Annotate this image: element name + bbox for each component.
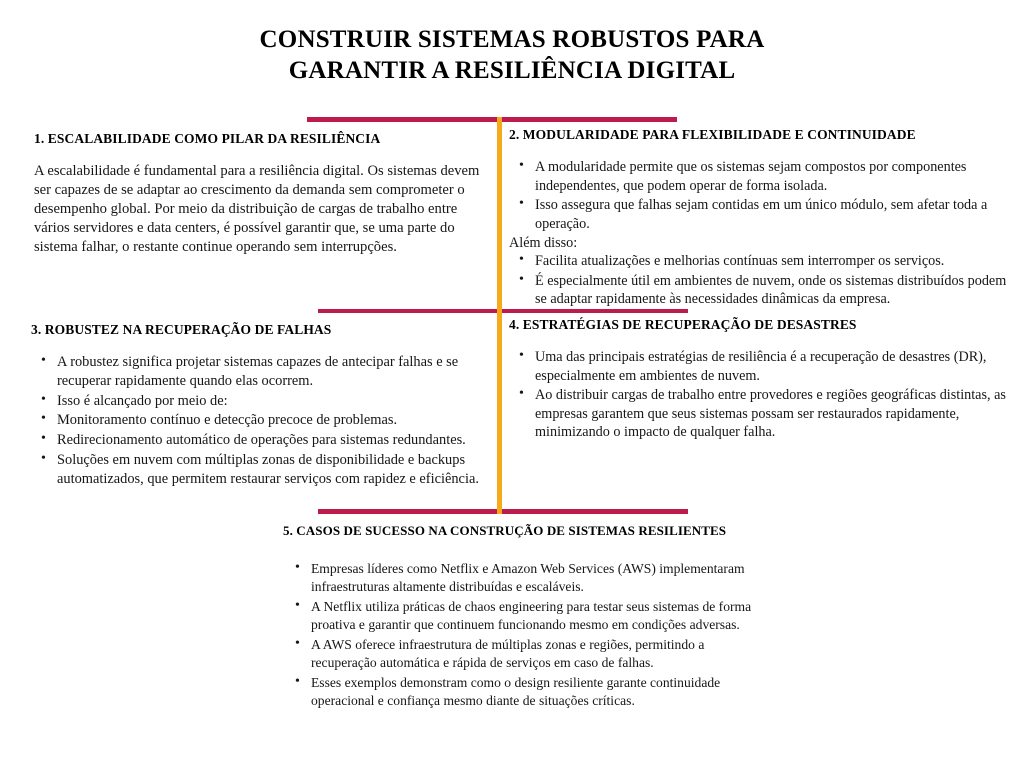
list-item: • A robustez significa projetar sistemas capazes de antecipar falhas e se recuperar rapidamente quando elas ocorrem. xyxy=(31,353,496,390)
list-item: • Empresas líderes como Netflix e Amazon Web Services (AWS) implementaram infraestruturas altamente distribuídas e escaláveis. xyxy=(283,560,753,596)
list-item: • Monitoramento contínuo e detecção precoce de problemas. xyxy=(31,411,496,430)
section-1-heading: 1. ESCALABILIDADE COMO PILAR DA RESILIÊNCIA xyxy=(34,131,381,146)
page-title-line-1: CONSTRUIR SISTEMAS ROBUSTOS PARA xyxy=(259,26,765,53)
section-3-bullet-list xyxy=(31,353,496,488)
section-2-interline: Além disso: xyxy=(509,235,578,252)
page-title xyxy=(0,24,1024,87)
divider-top-horizontal xyxy=(307,117,677,122)
list-item: • Ao distribuir cargas de trabalho entre provedores e regiões geográficas distintas, as empresas garantem que seus sistemas possam ser restaurados rapidamente, minimizando o impacto de qualquer falha. xyxy=(509,386,1017,441)
divider-bottom-horizontal xyxy=(318,509,688,514)
section-1 xyxy=(34,130,496,257)
list-item: • Isso assegura que falhas sejam contidas em um único módulo, sem afetar toda a operação. xyxy=(509,196,1017,233)
list-item: • Facilita atualizações e melhorias contínuas sem interromper os serviços. xyxy=(509,252,1017,270)
divider-vertical xyxy=(497,117,502,514)
section-3-heading: 3. ROBUSTEZ NA RECUPERAÇÃO DE FALHAS xyxy=(31,322,332,337)
section-3 xyxy=(31,321,496,489)
section-2-bullet-list-after xyxy=(509,252,1017,308)
section-5-bullet-list xyxy=(283,560,753,711)
list-item: • A AWS oferece infraestrutura de múltiplas zonas e regiões, permitindo a recuperação automática e rápida de serviços em caso de falhas. xyxy=(283,636,753,672)
section-5 xyxy=(283,522,753,712)
section-5-heading: 5. CASOS DE SUCESSO NA CONSTRUÇÃO DE SISTEMAS RESILIENTES xyxy=(283,523,727,538)
page-title-line-2: GARANTIR A RESILIÊNCIA DIGITAL xyxy=(288,57,736,85)
list-item: • Soluções em nuvem com múltiplas zonas de disponibilidade e backups automatizados, que permitem restaurar serviços com rapidez e eficiência. xyxy=(31,451,496,488)
list-item: • Isso é alcançado por meio de: xyxy=(31,392,496,411)
section-2-bullet-list-before xyxy=(509,158,1017,233)
section-2 xyxy=(509,126,1017,310)
list-item: • A Netflix utiliza práticas de chaos engineering para testar seus sistemas de forma proativa e garantir que continuem funcionando mesmo em condições adversas. xyxy=(283,598,753,634)
list-item: • Redirecionamento automático de operações para sistemas redundantes. xyxy=(31,431,496,450)
list-item: • Esses exemplos demonstram como o design resiliente garante continuidade operacional e confiança mesmo diante de situações críticas. xyxy=(283,674,753,710)
list-item: • Uma das principais estratégias de resiliência é a recuperação de desastres (DR), especialmente em ambientes de nuvem. xyxy=(509,348,1017,385)
section-2-heading: 2. MODULARIDADE PARA FLEXIBILIDADE E CONTINUIDADE xyxy=(509,127,916,142)
section-1-paragraph: A escalabilidade é fundamental para a resiliência digital. Os sistemas devem ser capazes de se adaptar ao crescimento da demanda sem comprometer o desempenho global. Por meio da distribuição de cargas de trabalho entre vários servidores e data centers, é possível garantir que, se uma parte do sistema falhar, o restante continue operando sem interrupções. xyxy=(34,163,480,256)
list-item: • A modularidade permite que os sistemas sejam compostos por componentes independentes, que podem operar de forma isolada. xyxy=(509,158,1017,195)
section-4 xyxy=(509,316,1017,442)
list-item: • É especialmente útil em ambientes de nuvem, onde os sistemas distribuídos podem se adaptar rapidamente às necessidades dinâmicas da empresa. xyxy=(509,272,1017,309)
section-4-heading: 4. ESTRATÉGIAS DE RECUPERAÇÃO DE DESASTRES xyxy=(509,317,857,332)
section-4-bullet-list xyxy=(509,348,1017,441)
